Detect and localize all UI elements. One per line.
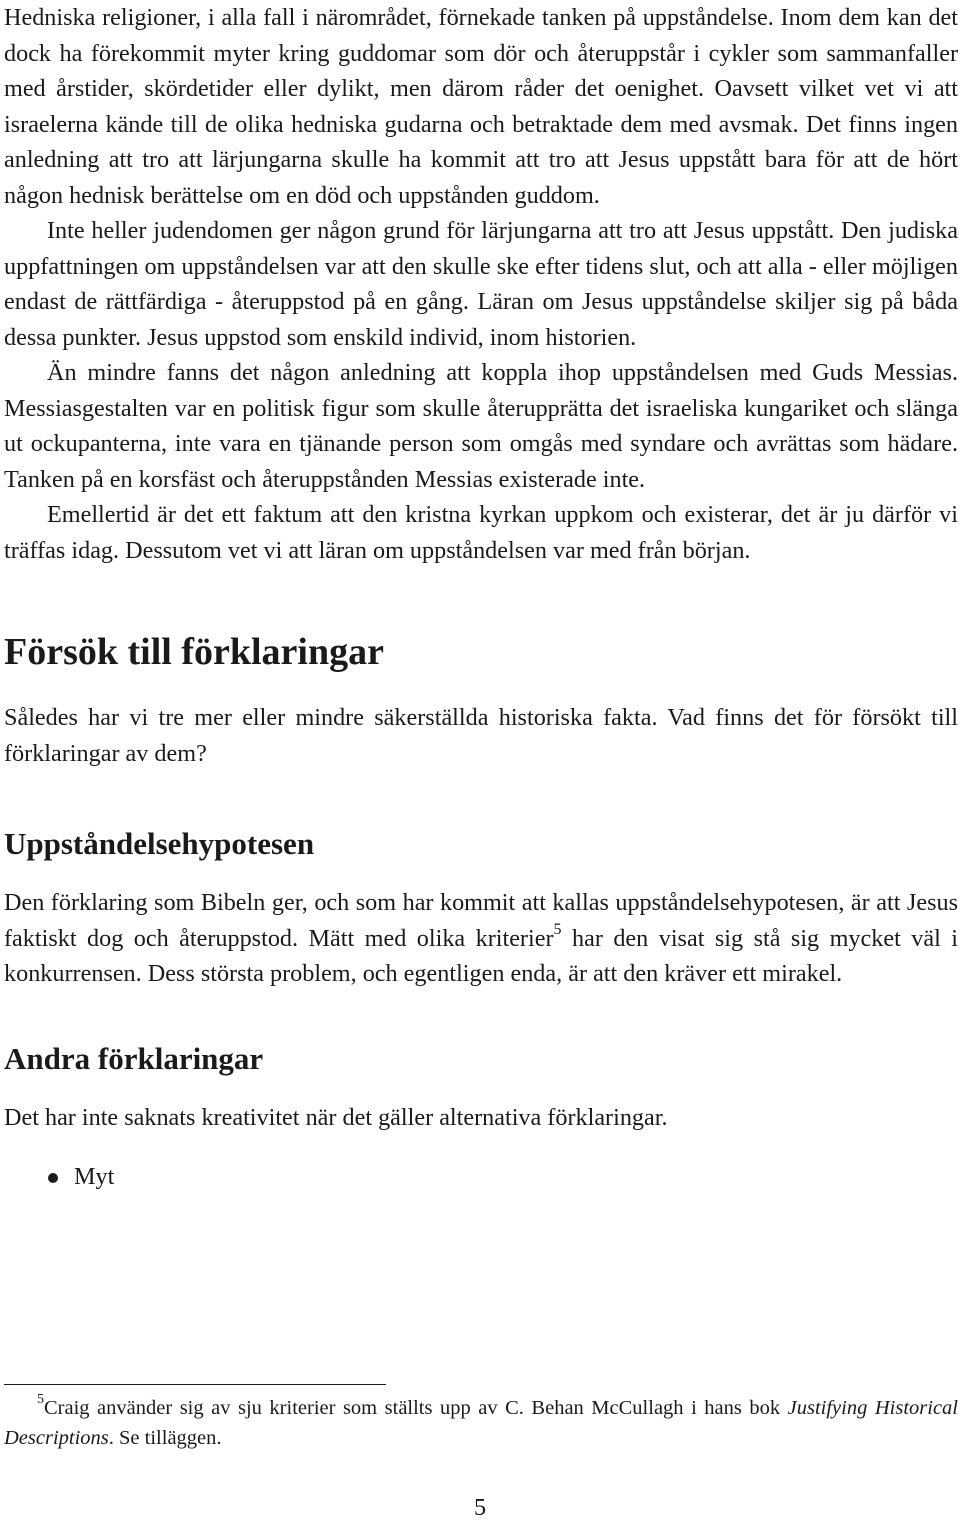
- subsection-other-intro: Det har inte saknats kreativitet när det gäller alternativa förklaringar.: [4, 1103, 668, 1131]
- paragraph-judaism: Inte heller judendomen ger någon grund för lärjungarna att tro att Jesus uppstått. Den judiska uppfattningen om uppståndelsen var att den skulle ske efter tidens slut, och att alla - eller möjligen endast de rättfärdiga - återuppstod på en gång. Läran om Jesus uppståndelse skiljer sig på båda dessa punkter. Jesus uppstod som enskild individ, inom historien.: [4, 217, 958, 351]
- page-number: 5: [473, 1494, 487, 1521]
- bullet-icon: [48, 1173, 58, 1183]
- section-intro: Således har vi tre mer eller mindre säkerställda historiska fakta. Vad finns det för försökt till förklaringar av dem?: [4, 704, 958, 767]
- resurrection-text-start: Den förklaring som Bibeln ger, och som har kommit att kallas uppståndelsehypotesen, är att Jesus faktiskt dog och återuppstod. Mätt med olika kriterier: [4, 889, 958, 952]
- footnote-book-title: Justifying Historical Descriptions: [4, 1397, 958, 1449]
- page-body: [4, 0, 958, 1195]
- list-item: [4, 1159, 958, 1195]
- explanations-list: [4, 1159, 958, 1195]
- paragraph-pagan-religions: Hedniska religioner, i alla fall i närområdet, förnekade tanken på uppståndelse. Inom dem kan det dock ha förekommit myter kring guddomar som dör och återuppstår i cykler som sammanfaller med årstider, skördetider eller dylikt, men därom råder det oenighet. Oavsett vilket vet vi att israelerna kände till de olika hedniska gudarna och betraktade dem med avsmak. Det finns ingen anledning att tro att lärjungarna skulle ha kommit att tro att Jesus uppstått bara för att de hört någon hednisk berättelse om en död och uppstånden guddom.: [4, 4, 958, 209]
- footnote-divider: [4, 1384, 386, 1385]
- resurrection-text-end: har den visat sig stå sig mycket väl i konkurrensen. Dess största problem, och egentligen enda, är att den kräver ett mirakel.: [4, 924, 958, 987]
- subsection-title-other-explanations: Andra förklaringar: [4, 1040, 264, 1076]
- subsection-title-resurrection-hypothesis: Uppståndelsehypotesen: [4, 826, 315, 861]
- list-item-label: Myt: [74, 1163, 115, 1190]
- paragraph-church-exists: Emellertid är det ett faktum att den kristna kyrkan uppkom och existerar, det är ju därför vi träffas idag. Dessutom vet vi att läran om uppståndelsen var med från början.: [4, 501, 958, 564]
- paragraph-messiah: Än mindre fanns det någon anledning att koppla ihop uppståndelsen med Guds Messias. Messiasgestalten var en politisk figur som skulle återupprätta det israeliska kungariket och slänga ut ockupanterna, inte vara en tjänande person som omgås med syndare och avrättas som hädare. Tanken på en korsfäst och återuppstånden Messias existerade inte.: [4, 359, 958, 493]
- footnote-number: 5: [37, 1392, 44, 1408]
- footnote-text-start: Craig använder sig av sju kriterier som ställts upp av C. Behan McCullagh i hans bok: [44, 1397, 788, 1419]
- subsection-resurrection-paragraph: [4, 885, 958, 992]
- footnote: [4, 1393, 958, 1453]
- section-title: Försök till förklaringar: [4, 631, 384, 673]
- footnote-reference[interactable]: 5: [553, 921, 562, 939]
- footnote-text-end: . Se tilläggen.: [108, 1427, 222, 1449]
